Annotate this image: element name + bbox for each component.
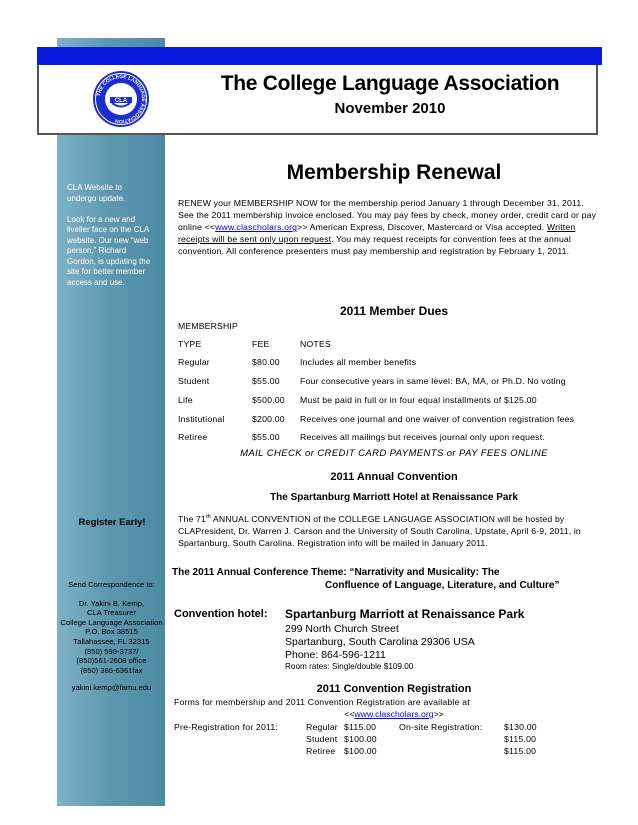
registration-forms: Forms for membership and 2011 Convention Registration are available at — [174, 697, 470, 707]
convention-text-a: The 71 — [178, 513, 206, 524]
hotel-address-2: Spartanburg, South Carolina 29306 USA — [285, 636, 475, 648]
hotel-name: Spartanburg Marriott at Renaissance Park — [285, 607, 525, 621]
dues-header-type: TYPE — [178, 339, 202, 349]
dues-type: Retiree — [178, 432, 208, 442]
convention-text-b: ANNUAL CONVENTION of the COLLEGE LANGUAGE ASSOCIATION will be hosted by CLAPresident, Dr. Warren J. Carson and the University of South Carolina, Upstate, April 6-9, 2011, in Spartanburg, South Carolina. Registration info will be mailed in January 2011. — [178, 513, 581, 548]
table-row — [178, 395, 618, 407]
header-banner — [37, 47, 602, 65]
convention-title: 2011 Annual Convention — [330, 471, 458, 483]
dues-type: Regular — [178, 357, 210, 367]
logo-ring-text: THE COLLEGE LANGUAGE ASSOCIATION — [96, 73, 147, 125]
dues-fee: $200.00 — [252, 414, 285, 424]
dues-notes: Receives one journal and one waiver of convention registration fees — [300, 414, 575, 424]
dues-header-row — [178, 339, 618, 351]
website-link[interactable]: www.clascholars.org — [215, 222, 298, 232]
dues-title: 2011 Member Dues — [339, 304, 449, 318]
cla-logo — [92, 70, 150, 128]
table-row — [178, 376, 618, 388]
register-early: Register Early! — [78, 517, 146, 528]
theme-line-1: The 2011 Annual Conference Theme: “Narrativity and Musicality: The — [172, 567, 500, 578]
table-row — [178, 357, 618, 369]
receipts-note: Written receipts will be sent only upon request — [178, 222, 576, 244]
room-rates: Room rates: Single/double $109.00 — [285, 662, 414, 671]
renewal-text — [178, 197, 598, 257]
pre-registration-label: Pre-Registration for 2011: — [174, 722, 279, 732]
theme-line-2: Confluence of Language, Literature, and Culture” — [325, 580, 560, 591]
hotel-label: Convention hotel: — [174, 608, 268, 620]
dues-type: Student — [178, 376, 210, 386]
convention-text-sup: th — [205, 514, 211, 520]
registration-url — [170, 709, 618, 719]
table-row — [174, 734, 624, 746]
dues-header-notes: NOTES — [300, 339, 331, 349]
dues-notes: Receives all mailings but receives journal only upon request. — [300, 432, 545, 442]
reg-pre-fee: $100.00 — [344, 746, 377, 756]
dues-notes: Four consecutive years in same level: BA, MA, or Ph.D. No voting — [300, 376, 566, 386]
table-row — [178, 432, 618, 444]
dues-fee: $55.00 — [252, 376, 280, 386]
dues-notes: Must be paid in full or in four equal installments of $125.00 — [300, 395, 537, 405]
renewal-text-2: >> American Express, Discover, Mastercard or Visa accepted. — [297, 222, 547, 232]
dues-fee: $55.00 — [252, 432, 280, 442]
table-row — [174, 746, 624, 758]
newsletter-date: November 2010 — [334, 100, 446, 117]
reg-pre-fee: $100.00 — [344, 734, 377, 744]
sidebar-news: CLA Website to undergo update. Look for a new and livelier face on the CLA website. Our new “web person,” Richard Gordon, is updating the site for better member access and use. — [67, 183, 151, 287]
reg-onsite-fee: $130.00 — [504, 722, 537, 732]
reg-type: Student — [306, 734, 338, 744]
dues-type: Life — [178, 395, 193, 405]
url-open: << — [344, 709, 355, 719]
correspondence-heading: Send Correspondence to: — [68, 580, 155, 589]
url-close: >> — [433, 709, 444, 719]
hotel-address-1: 299 North Church Street — [285, 623, 399, 635]
dues-header-fee: FEE — [252, 339, 270, 349]
correspondence-block — [60, 580, 163, 693]
reg-type: Regular — [306, 722, 338, 732]
table-row — [174, 722, 624, 734]
dues-notes: Includes all member benefits — [300, 357, 417, 367]
dues-fee: $80.00 — [252, 357, 280, 367]
reg-pre-fee: $115.00 — [344, 722, 377, 732]
renewal-text-3: . You may request receipts for convention fees at the annual convention. All conference presenters must pay membership and registration by February 1, 2011. — [178, 234, 571, 256]
reg-onsite-fee: $115.00 — [504, 746, 537, 756]
dues-type: Institutional — [178, 414, 225, 424]
logo-initials: CLA — [114, 98, 128, 104]
org-title: The College Language Association — [220, 72, 560, 95]
onsite-label: On-site Registration: — [399, 722, 483, 732]
hotel-phone: Phone: 864-596-1211 — [285, 649, 386, 661]
convention-text — [178, 511, 618, 549]
renewal-text-1: RENEW your MEMBERSHIP NOW for the membership period January 1 through December 31, 2011. See the 2011 membership invoice enclosed. You may pay fees by check, money order, credit card or pay online << — [178, 198, 597, 232]
correspondence-address: Dr. Yakini B. Kemp, CLA Treasurer College Language Association P.O. Box 38515 Tallahassee, FL 32315 (850) 599-3737/ (850)561-2608 office (850) 386-6361fax — [60, 598, 163, 675]
payment-note: MAIL CHECK or CREDIT CARD PAYMENTS or PAY FEES ONLINE — [240, 448, 548, 459]
dues-fee: $500.00 — [252, 395, 285, 405]
table-row — [178, 414, 618, 426]
reg-onsite-fee: $115.00 — [504, 734, 537, 744]
convention-hotel-heading: The Spartanburg Marriott Hotel at Renaissance Park — [270, 492, 518, 503]
registration-title: 2011 Convention Registration — [316, 683, 472, 695]
correspondence-email[interactable]: yakini.kemp@famu.edu — [71, 683, 152, 693]
reg-type: Retiree — [306, 746, 336, 756]
renewal-title: Membership Renewal — [286, 161, 502, 184]
membership-label: MEMBERSHIP — [178, 321, 238, 331]
registration-website-link[interactable]: www.clascholars.org — [354, 709, 434, 719]
